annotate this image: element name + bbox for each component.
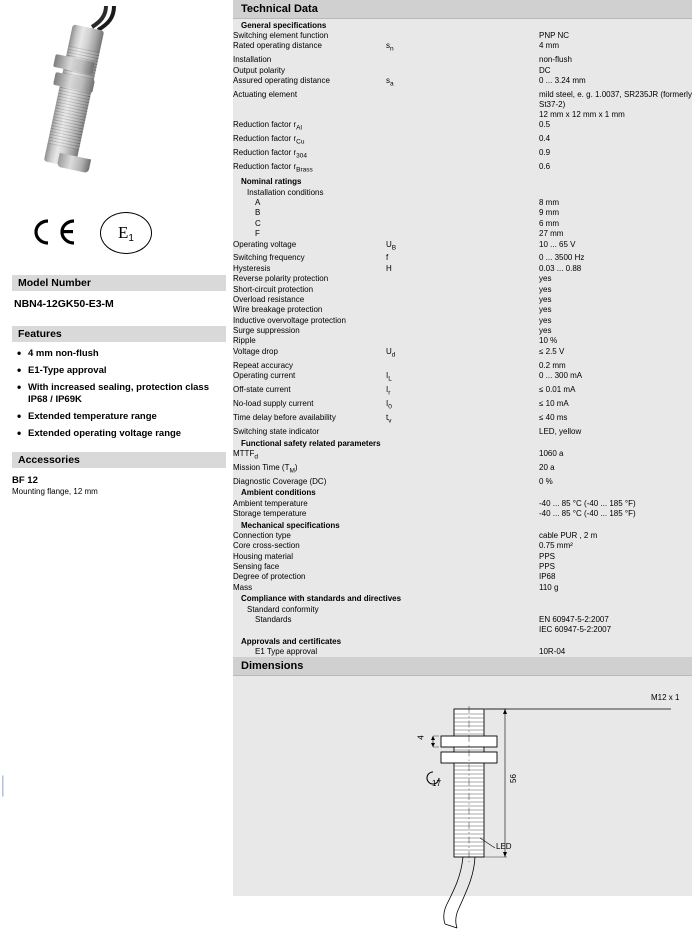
spec-symbol xyxy=(386,134,539,148)
spec-label: Mission Time $(T_M)$ xyxy=(233,462,298,475)
spec-label: Switching state indicator xyxy=(233,427,320,437)
dimensions-drawing xyxy=(233,676,692,936)
spec-symbol xyxy=(386,30,539,40)
spec-group-heading xyxy=(233,635,692,646)
table-row xyxy=(233,148,692,162)
table-row xyxy=(233,385,692,399)
spec-label: Reduction factor $r_{Cu}$ xyxy=(233,134,305,146)
table-row xyxy=(233,76,692,90)
spec-group-label: Mechanical specifications xyxy=(241,520,340,530)
spec-label: $MTTF_d$ xyxy=(233,448,258,461)
spec-group-heading xyxy=(233,437,692,448)
spec-symbol xyxy=(386,295,539,305)
dimension-wrench-label: 17 xyxy=(432,779,441,789)
spec-value: EN 60947-5-2:2007 xyxy=(539,615,609,625)
spec-value: PPS xyxy=(539,551,556,561)
spec-symbol: $U_B$ xyxy=(386,239,397,252)
spec-symbol xyxy=(386,360,539,370)
spec-label: Assured operating distance xyxy=(233,75,330,85)
spec-symbol xyxy=(386,65,539,75)
spec-label: Operating current xyxy=(233,371,296,381)
features-section xyxy=(12,326,226,445)
table-row xyxy=(233,551,692,561)
list-item: • Extended operating voltage range xyxy=(28,428,226,440)
spec-label: Diagnostic Coverage (DC) xyxy=(233,476,327,486)
table-row xyxy=(233,615,692,625)
spec-value: ≤ 10 mA xyxy=(539,399,569,409)
spec-symbol xyxy=(386,551,539,561)
ce-logo-icon xyxy=(30,218,76,246)
spec-value: 12 mm x 12 mm x 1 mm xyxy=(539,109,625,119)
spec-symbol: H xyxy=(386,263,392,273)
table-row xyxy=(233,572,692,582)
table-row xyxy=(233,208,692,218)
spec-label: Wire breakage protection xyxy=(233,305,323,315)
spec-value: cable PUR , 2 m xyxy=(539,530,598,540)
spec-group-heading xyxy=(233,487,692,498)
spec-symbol xyxy=(386,476,539,486)
spec-label: Time delay before availability xyxy=(233,413,336,423)
spec-symbol xyxy=(386,208,539,218)
spec-label: Reduction factor $r_{Brass}$ xyxy=(233,162,313,174)
spec-label: Operating voltage xyxy=(233,239,297,249)
list-item: • With increased sealing, protection class IP68 / IP69K xyxy=(28,382,226,406)
spec-value: yes xyxy=(539,315,552,325)
spec-symbol xyxy=(386,615,539,625)
spec-label: Output polarity xyxy=(233,65,286,75)
spec-group-label: General specifications xyxy=(241,20,327,30)
spec-value: 0.9 xyxy=(539,148,551,158)
spec-group-label: Nominal ratings xyxy=(241,177,302,187)
table-row xyxy=(233,413,692,427)
spec-label: Short-circuit protection xyxy=(233,284,314,294)
table-row xyxy=(233,162,692,176)
spec-value: 0.4 xyxy=(539,134,551,144)
table-row xyxy=(233,336,692,346)
spec-symbol xyxy=(386,148,539,162)
table-row xyxy=(233,449,692,463)
spec-value: 110 g xyxy=(539,582,559,592)
ce-mark-icon xyxy=(30,218,76,253)
spec-group-heading xyxy=(233,593,692,604)
spec-label: Actuating element xyxy=(233,89,298,99)
spec-symbol xyxy=(386,55,539,65)
table-row xyxy=(233,295,692,305)
dimensions-heading: Dimensions xyxy=(233,657,692,676)
spec-label: E1 Type approval xyxy=(255,647,318,657)
model-number-heading: Model Number xyxy=(12,275,226,291)
spec-label: Rated operating distance xyxy=(233,41,322,51)
table-row xyxy=(233,562,692,572)
spec-value: ≤ 0.01 mA xyxy=(539,385,576,395)
spec-label: Ripple xyxy=(233,336,256,346)
dimension-length-label: 56 xyxy=(508,774,518,784)
table-row xyxy=(233,360,692,370)
spec-group-heading xyxy=(233,19,692,30)
spec-label xyxy=(233,110,386,120)
table-row xyxy=(233,120,692,134)
features-heading: Features xyxy=(12,326,226,342)
spec-symbol: $t_v$ xyxy=(386,413,392,425)
table-row xyxy=(233,315,692,325)
spec-symbol xyxy=(386,305,539,315)
list-item: • E1-Type approval xyxy=(28,365,226,377)
spec-symbol xyxy=(386,604,539,614)
spec-label: Ambient temperature xyxy=(233,498,308,508)
table-row xyxy=(233,582,692,592)
spec-value: ≤ 40 ms xyxy=(539,413,568,423)
spec-value: 0 ... 3500 Hz xyxy=(539,253,585,263)
spec-label: Voltage drop xyxy=(233,346,278,356)
table-row xyxy=(233,65,692,75)
spec-label: Inductive overvoltage protection xyxy=(233,315,346,325)
table-row xyxy=(233,647,692,657)
spec-symbol xyxy=(386,187,539,197)
spec-label: F xyxy=(255,229,260,239)
edge-mark-2: | xyxy=(2,783,4,790)
e1-number: 1 xyxy=(128,232,134,244)
product-photo xyxy=(14,6,164,206)
table-row xyxy=(233,239,692,253)
spec-value: yes xyxy=(539,294,552,304)
spec-value: non-flush xyxy=(539,55,572,65)
spec-value: 1060 a xyxy=(539,448,564,458)
spec-symbol: $I_r$ xyxy=(386,385,391,397)
features-list xyxy=(12,348,226,440)
spec-label: B xyxy=(255,208,261,218)
spec-value: 0.2 mm xyxy=(539,360,566,370)
table-row xyxy=(233,218,692,228)
spec-symbol xyxy=(386,582,539,592)
spec-symbol xyxy=(386,572,539,582)
dimension-diagram-svg xyxy=(233,676,692,936)
spec-symbol: $U_d$ xyxy=(386,346,396,359)
accessory-name: BF 12 xyxy=(12,475,38,486)
spec-value: 10 ... 65 V xyxy=(539,239,576,249)
spec-symbol xyxy=(386,625,539,635)
spec-value: yes xyxy=(539,326,552,336)
model-number-section xyxy=(12,275,226,310)
table-row xyxy=(233,326,692,336)
spec-label: Hysteresis xyxy=(233,263,271,273)
spec-value: 8 mm xyxy=(539,198,559,208)
spec-symbol xyxy=(386,509,539,519)
table-row xyxy=(233,498,692,508)
spec-value: 0.03 ... 0.88 xyxy=(539,263,582,273)
spec-label: A xyxy=(255,198,261,208)
spec-symbol xyxy=(386,162,539,176)
spec-symbol xyxy=(386,647,539,657)
spec-value: 0.75 mm² xyxy=(539,541,573,551)
spec-value: DC xyxy=(539,65,551,75)
spec-value: ≤ 2.5 V xyxy=(539,346,565,356)
spec-symbol: $s_n$ xyxy=(386,41,394,53)
spec-symbol xyxy=(386,463,539,477)
spec-label: Reduction factor $r_{304}$ xyxy=(233,148,307,160)
spec-symbol: $I_0$ xyxy=(386,399,392,411)
table-row xyxy=(233,274,692,284)
spec-label: Overload resistance xyxy=(233,294,305,304)
spec-symbol xyxy=(386,326,539,336)
spec-label: Repeat accuracy xyxy=(233,360,294,370)
spec-symbol xyxy=(386,541,539,551)
technical-data-table xyxy=(233,19,692,657)
accessory-description: Mounting flange, 12 mm xyxy=(12,487,98,496)
spec-symbol xyxy=(386,498,539,508)
spec-value: 10R-04 xyxy=(539,647,566,657)
table-row xyxy=(233,305,692,315)
table-row xyxy=(233,427,692,437)
spec-label: Connection type xyxy=(233,530,291,540)
spec-symbol xyxy=(386,274,539,284)
spec-label: Reduction factor $r_{Al}$ xyxy=(233,120,302,132)
spec-symbol xyxy=(386,198,539,208)
table-row xyxy=(233,604,692,614)
table-row xyxy=(233,531,692,541)
list-item: • Extended temperature range xyxy=(28,411,226,423)
spec-symbol xyxy=(386,562,539,572)
spec-value: PPS xyxy=(539,562,556,572)
spec-symbol xyxy=(386,427,539,437)
dimension-thread-label: M12 x 1 xyxy=(651,693,680,703)
spec-value: 0 ... 300 mA xyxy=(539,371,583,381)
spec-group-label: Approvals and certificates xyxy=(241,636,342,646)
table-row xyxy=(233,90,692,110)
spec-value: 27 mm xyxy=(539,229,564,239)
spec-symbol xyxy=(386,336,539,346)
spec-label: Mass xyxy=(233,582,253,592)
spec-symbol xyxy=(386,229,539,239)
edge-mark-1: | xyxy=(2,776,4,783)
table-row xyxy=(233,476,692,486)
e1-approval-mark xyxy=(100,212,152,254)
spec-group-heading xyxy=(233,519,692,530)
spec-value: 0.6 xyxy=(539,162,551,172)
spec-value: PNP NC xyxy=(539,30,570,40)
spec-group-label: Compliance with standards and directives xyxy=(241,594,402,604)
spec-value: mild steel, e. g. 1.0037, SR235JR (formerly St37-2) xyxy=(539,89,692,109)
table-row xyxy=(233,30,692,40)
spec-symbol: f xyxy=(386,253,389,263)
table-row xyxy=(233,263,692,273)
spec-value: 6 mm xyxy=(539,218,559,228)
table-row xyxy=(233,371,692,385)
spec-group-heading xyxy=(233,176,692,187)
spec-value: IP68 xyxy=(539,572,556,582)
e1-letter: E xyxy=(118,223,129,242)
table-row xyxy=(233,625,692,635)
table-row xyxy=(233,253,692,263)
spec-label: C xyxy=(255,218,261,228)
spec-label: No-load supply current xyxy=(233,399,314,409)
spec-value xyxy=(539,187,692,197)
spec-symbol xyxy=(386,284,539,294)
spec-value: -40 ... 85 °C (-40 ... 185 °F) xyxy=(539,498,636,508)
spec-group-label: Functional safety related parameters xyxy=(241,438,381,448)
spec-value: IEC 60947-5-2:2007 xyxy=(539,625,612,635)
certification-marks xyxy=(22,208,202,254)
spec-symbol: $s_a$ xyxy=(386,75,394,88)
spec-label: Installation conditions xyxy=(247,187,324,197)
spec-symbol: $I_L$ xyxy=(386,371,392,383)
spec-value: 10 % xyxy=(539,336,558,346)
spec-label: Housing material xyxy=(233,551,294,561)
spec-value: 9 mm xyxy=(539,208,559,218)
spec-value: yes xyxy=(539,284,552,294)
spec-symbol xyxy=(386,531,539,541)
spec-label xyxy=(233,625,386,635)
table-row xyxy=(233,110,692,120)
table-row xyxy=(233,55,692,65)
model-number-value: NBN4-12GK50-E3-M xyxy=(14,298,114,310)
spec-label: Surge suppression xyxy=(233,326,300,336)
spec-value: yes xyxy=(539,305,552,315)
spec-label: Storage temperature xyxy=(233,509,307,519)
table-row xyxy=(233,541,692,551)
spec-value xyxy=(539,604,692,614)
spec-symbol xyxy=(386,315,539,325)
technical-data-heading: Technical Data xyxy=(233,0,692,19)
spec-value: 4 mm xyxy=(539,41,559,51)
table-row xyxy=(233,509,692,519)
spec-label: Sensing face xyxy=(233,562,280,572)
spec-symbol xyxy=(386,218,539,228)
table-row xyxy=(233,229,692,239)
page-edge-marks xyxy=(2,776,4,797)
accessories-heading: Accessories xyxy=(12,452,226,468)
spec-symbol xyxy=(386,90,539,110)
list-item: • 4 mm non-flush xyxy=(28,348,226,360)
table-row xyxy=(233,198,692,208)
table-row xyxy=(233,41,692,55)
spec-symbol xyxy=(386,449,539,463)
right-column xyxy=(233,0,692,896)
spec-symbol xyxy=(386,120,539,134)
spec-label: Core cross-section xyxy=(233,541,300,551)
accessories-section xyxy=(12,452,226,496)
spec-value: yes xyxy=(539,274,552,284)
spec-label: Switching element function xyxy=(233,30,329,40)
edge-mark-3: | xyxy=(2,790,4,797)
spec-value: 0.5 xyxy=(539,120,551,130)
table-row xyxy=(233,187,692,197)
table-row xyxy=(233,463,692,477)
spec-value: 0 ... 3.24 mm xyxy=(539,75,586,85)
table-row xyxy=(233,346,692,360)
spec-label: Reverse polarity protection xyxy=(233,274,329,284)
spec-value: 20 a xyxy=(539,462,555,472)
spec-label: Off-state current xyxy=(233,385,291,395)
table-row xyxy=(233,134,692,148)
spec-group-label: Ambient conditions xyxy=(241,488,316,498)
spec-value: 0 % xyxy=(539,476,553,486)
table-row xyxy=(233,284,692,294)
dimension-nut-width-label: 4 xyxy=(416,735,426,741)
spec-symbol xyxy=(386,110,539,120)
spec-label: Standard conformity xyxy=(247,604,319,614)
spec-label: Switching frequency xyxy=(233,253,305,263)
left-column xyxy=(0,0,232,896)
spec-label: Installation xyxy=(233,55,272,65)
spec-label: Degree of protection xyxy=(233,572,306,582)
spec-label: Standards xyxy=(255,615,292,625)
table-row xyxy=(233,399,692,413)
dimension-led-label: LED xyxy=(496,842,512,852)
spec-value: -40 ... 85 °C (-40 ... 185 °F) xyxy=(539,509,636,519)
spec-value: LED, yellow xyxy=(539,427,582,437)
